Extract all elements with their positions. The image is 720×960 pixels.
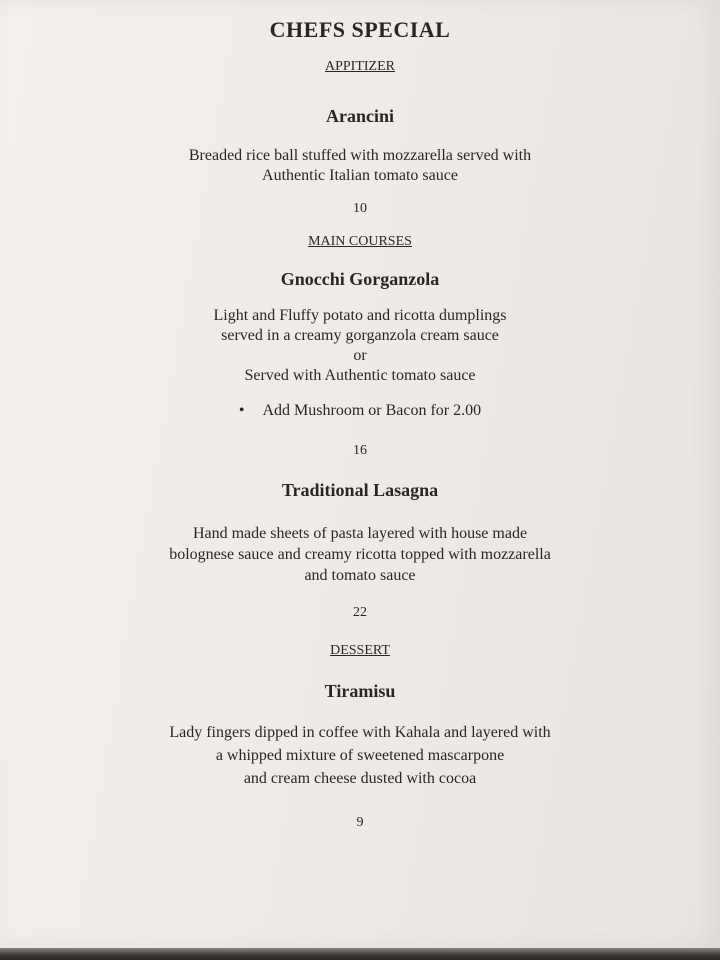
dish-description-line: Light and Fluffy potato and ricotta dumplings [213,307,507,324]
bullet-icon: • [238,402,245,419]
addon-text: Add Mushroom or Bacon for 2.00 [262,402,482,419]
dish-price-arancini: 10 [353,201,367,216]
dish-description-line: Breaded rice ball stuffed with mozzarella served with [188,147,532,164]
dish-price-tiramisu: 9 [356,815,364,830]
dish-price-lasagna: 22 [353,605,367,620]
dish-name-lasagna: Traditional Lasagna [281,480,439,500]
dish-description-line: Served with Authentic tomato sauce [244,367,476,384]
dish-description-line: bolognese sauce and creamy ricotta topped with mozzarella [169,546,551,563]
section-heading-dessert: DESSERT [330,643,390,658]
dish-price-gnocchi: 16 [353,443,367,458]
dish-name-arancini: Arancini [325,106,394,126]
dish-name-tiramisu: Tiramisu [324,681,396,701]
dish-description-line: or [353,347,367,364]
dish-description-line: a whipped mixture of sweetened mascarpone [215,747,505,764]
dish-description-line: Hand made sheets of pasta layered with house made [192,525,528,542]
section-heading-main-courses: MAIN COURSES [308,234,412,249]
dish-description-line: and cream cheese dusted with cocoa [243,770,477,787]
section-heading-appetizer: APPITIZER [325,59,395,74]
dish-description-line: Authentic Italian tomato sauce [262,167,458,184]
table-edge [0,948,720,960]
dish-description-line: Lady fingers dipped in coffee with Kahala and layered with [169,724,551,741]
dish-description-line: and tomato sauce [304,567,416,584]
addon-line [0,402,720,420]
menu-title: CHEFS SPECIAL [269,17,451,42]
dish-name-gnocchi: Gnocchi Gorganzola [280,269,440,289]
dish-description-line: served in a creamy gorganzola cream sauce [221,327,499,344]
